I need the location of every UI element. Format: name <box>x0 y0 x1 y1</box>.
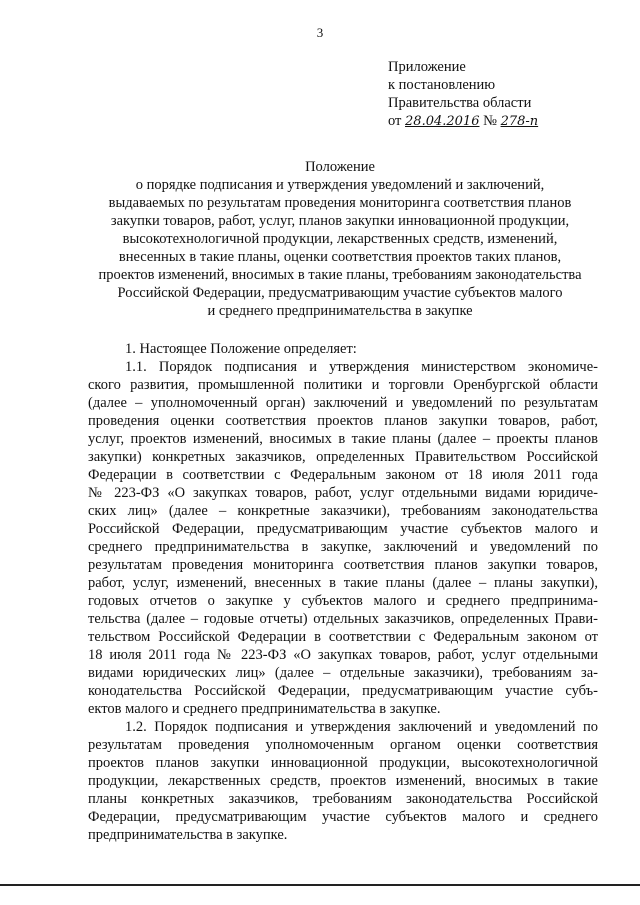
body-line-16: тельства (далее – годовые отчеты) отдельных заказчиков, определенных Прави- <box>88 611 598 627</box>
body-line-15: годовых отчетов о закупке у субъектов малого и среднего предпринима- <box>88 593 598 609</box>
appendix-line-1: Приложение <box>388 59 466 75</box>
body-line-20: конодательства Российской Федерации, предусматривающим участие субъ- <box>88 683 598 699</box>
body-line-23: результатам проведения уполномоченным органом оценки соответствия <box>88 737 598 753</box>
appendix-block <box>388 58 538 131</box>
body-line-4: (далее – уполномоченный орган) заключений и уведомлений по результатам <box>88 395 598 411</box>
title-line-7: проектов изменений, вносимых в такие планы, требованиям законодательства <box>98 267 582 283</box>
title-line-8: Российской Федерации, предусматривающим участие субъектов малого <box>117 285 563 301</box>
appendix-date-line <box>388 112 538 131</box>
body-line-17: тельством Российской Федерации в соответствии с Федеральным законом от <box>88 629 598 645</box>
page-bottom-rule <box>0 884 640 886</box>
title-line-1: Положение <box>305 159 375 175</box>
body-line-27: Федерации, предусматривающим участие субъектов малого и среднего <box>88 809 598 825</box>
body-line-24: проектов планов закупки инновационной продукции, высокотехнологичной <box>88 755 598 771</box>
body-line-12: среднего предпринимательства в закупке, заключений и уведомлений по <box>88 539 598 555</box>
body-line-3: ского развития, промышленной политики и торговли Оренбургской области <box>88 377 598 393</box>
title-line-5: высокотехнологичной продукции, лекарственных средств, изменений, <box>122 231 558 247</box>
body-line-8: Федерации в соответствии с Федеральным законом от 18 июля 2011 года <box>88 467 598 483</box>
title-line-4: закупки товаров, работ, услуг, планов закупки инновационной продукции, <box>110 213 570 229</box>
appendix-line-2: к постановлению <box>388 77 496 93</box>
handwritten-date: 28.04.2016 <box>405 114 480 129</box>
number-prefix: № <box>483 113 497 129</box>
body-line-5: проведения оценки соответствия проектов планов закупки товаров, работ, <box>88 413 598 429</box>
body-line-18: 18 июля 2011 года № 223-ФЗ «О закупках товаров, работ, услуг отдельными <box>88 647 598 663</box>
title-line-2: о порядке подписания и утверждения уведомлений и заключений, <box>135 177 545 193</box>
body-line-2: 1.1. Порядок подписания и утверждения министерством экономиче- <box>125 359 598 375</box>
handwritten-number: 278-п <box>500 114 539 129</box>
body-line-21: ектов малого и среднего предпринимательства в закупке. <box>88 701 441 717</box>
body-line-26: планы конкретных заказчиков, требованиям законодательства Российской <box>88 791 598 807</box>
document-title <box>80 158 600 320</box>
title-line-3: выдаваемых по результатам проведения мониторинга соответствия планов <box>108 195 572 211</box>
body-line-14: работ, услуг, изменений, внесенных в такие планы (далее – планы закупки), <box>88 575 598 591</box>
body-line-9: № 223-ФЗ «О закупках товаров, работ, услуг отдельными видами юридиче- <box>88 485 598 501</box>
body-line-22: 1.2. Порядок подписания и утверждения заключений и уведомлений по <box>125 719 598 735</box>
body-line-25: продукции, лекарственных средств, проектов изменений, вносимых в такие <box>88 773 598 789</box>
title-line-9: и среднего предпринимательства в закупке <box>207 303 473 319</box>
body-line-7: закупки) конкретных заказчиков, определенных Правительством Российской <box>88 449 598 465</box>
body-line-10: ских лиц» (далее – конкретные заказчики), требованиям законодательства <box>88 503 598 519</box>
title-line-6: внесенных в такие планы, оценки соответствия проектов таких планов, <box>118 249 562 265</box>
page-number: 3 <box>316 25 324 40</box>
body-line-13: результатам проведения мониторинга соответствия планов закупки товаров, <box>88 557 598 573</box>
appendix-line-3: Правительства области <box>388 95 532 111</box>
body-line-19: видами юридических лиц» (далее – отдельные заказчики), требованиям за- <box>88 665 598 681</box>
body-line-6: услуг, проектов изменений, вносимых в такие планы (далее – проекты планов <box>88 431 598 447</box>
date-prefix: от <box>388 113 402 129</box>
body-line-1: 1. Настоящее Положение определяет: <box>125 341 357 357</box>
body-line-11: Российской Федерации, предусматривающим участие субъектов малого и <box>88 521 598 537</box>
body-line-28: предпринимательства в закупке. <box>88 827 288 843</box>
